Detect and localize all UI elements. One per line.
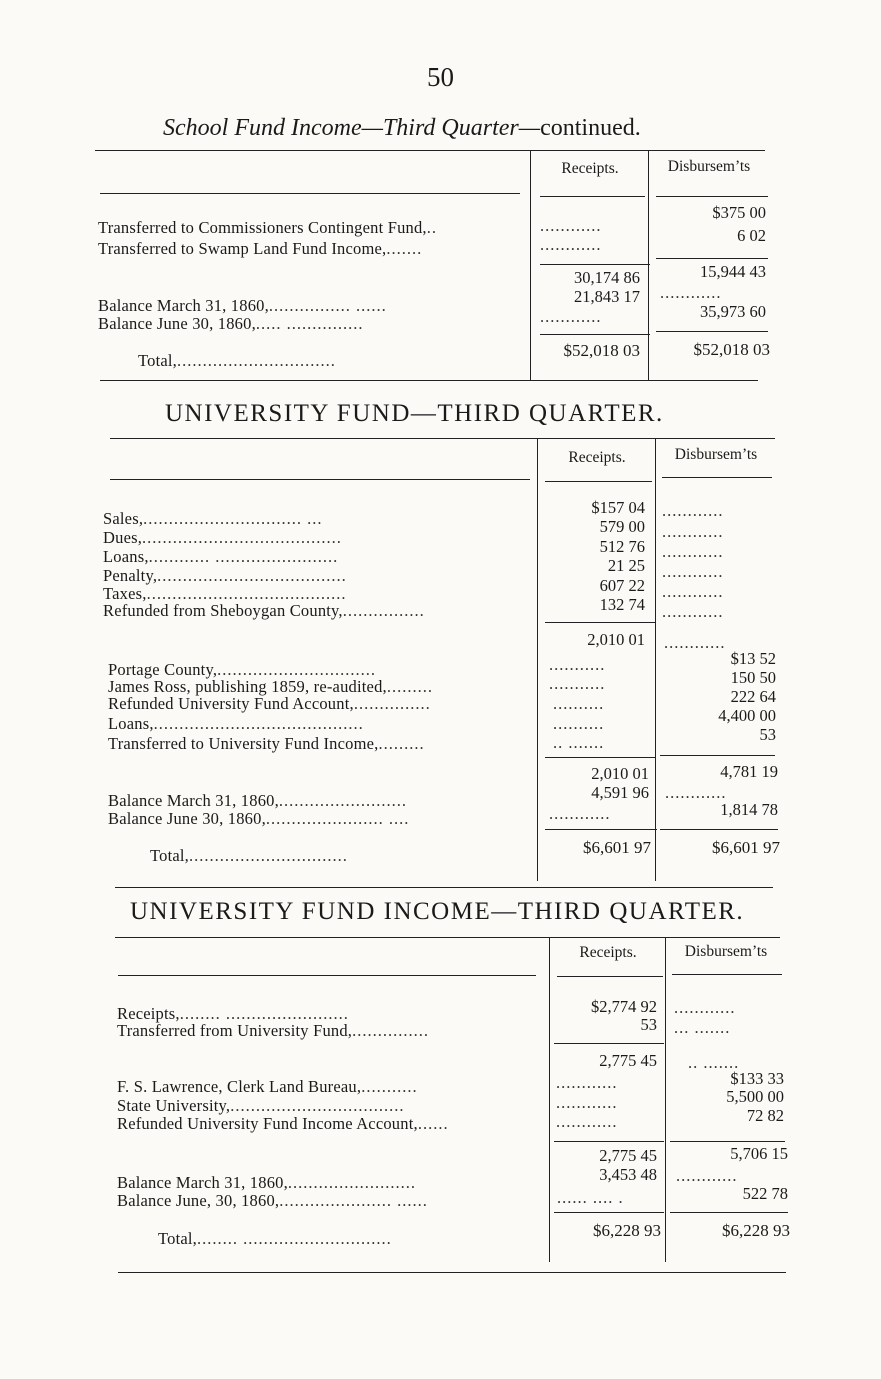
section3-disb-row: F. S. Lawrence, Clerk Land Bureau,........... xyxy=(117,1077,418,1096)
section3-subtotal2-disb: 5,706 15 xyxy=(730,1144,788,1163)
section2-subtotal-rule xyxy=(545,622,655,623)
section2-top-rule xyxy=(110,438,775,439)
section2-subtotal-rule xyxy=(545,757,655,758)
section1-balance-march: Balance March 31, 1860,................ ...... xyxy=(98,296,387,315)
section3-col-divider-2 xyxy=(665,937,666,1262)
section3-receipts-header-rule xyxy=(557,976,663,977)
section2-receipts-header-rule xyxy=(545,481,652,482)
section3-disb-row: State University,.................................. xyxy=(117,1096,405,1115)
section2-income-receipts: 21 25 xyxy=(607,556,645,575)
section1-balance-june-disb: 35,973 60 xyxy=(700,302,766,321)
section1-row-disb: $375 00 xyxy=(712,203,766,222)
section2-disb-row: James Ross, publishing 1859, re-audited,......... xyxy=(108,677,433,696)
dot-leader: ........... xyxy=(549,655,606,674)
dot-leader: ............ xyxy=(660,283,722,302)
section1-balance-march-receipts: 21,843 17 xyxy=(574,287,640,306)
section2-total-receipts: $6,601 97 xyxy=(583,838,651,857)
section3-balance-march: Balance March 31, 1860,......................... xyxy=(117,1173,417,1192)
section3-col-divider-1 xyxy=(549,937,550,1262)
section1-title-italic: School Fund Income—Third Quarter— xyxy=(163,115,541,141)
section1-total-disb: $52,018 03 xyxy=(693,340,770,359)
section2-income-row: Penalty,..................................... xyxy=(103,566,347,585)
section1-subtotal-receipts: 30,174 86 xyxy=(574,268,640,287)
section2-bottom-rule xyxy=(115,887,773,888)
section1-row-label: Transferred to Swamp Land Fund Income,....... xyxy=(98,239,423,258)
section2-disb-amount: 150 50 xyxy=(730,668,776,687)
dot-leader: ............ xyxy=(662,562,724,581)
section3-disb-row: Refunded University Fund Income Account,...... xyxy=(117,1114,449,1133)
section2-col-disbursements: Disbursem’ts xyxy=(674,446,758,463)
dot-leader: .. ....... xyxy=(553,733,605,752)
dot-leader: ............ xyxy=(540,216,602,235)
section1-col-disbursements: Disbursem’ts xyxy=(667,158,751,175)
section3-disb-header-rule xyxy=(672,974,782,975)
dot-leader: ............ xyxy=(540,235,602,254)
section1-header-rule xyxy=(100,193,520,194)
section2-disb-amount: 222 64 xyxy=(730,687,776,706)
section1-row-label: Transferred to Commissioners Contingent Fund,.. xyxy=(98,218,438,237)
section2-income-receipts: $157 04 xyxy=(591,498,645,517)
section2-total-disb: $6,601 97 xyxy=(712,838,780,857)
section3-total-rule xyxy=(554,1212,664,1213)
section2-subtotal2-receipts: 2,010 01 xyxy=(591,764,649,783)
section2-total-rule xyxy=(545,829,657,830)
section2-income-receipts: 132 74 xyxy=(599,595,645,614)
section3-col-disbursements: Disbursem’ts xyxy=(684,943,768,960)
section2-balance-march-receipts: 4,591 96 xyxy=(591,783,649,802)
section2-total-label: Total,............................... xyxy=(150,846,348,865)
section3-subtotal-rule xyxy=(554,1043,664,1044)
section2-disb-row: Loans,......................................... xyxy=(108,714,364,733)
dot-leader: .......... xyxy=(553,694,605,713)
dot-leader: ............ xyxy=(540,307,602,326)
section2-balance-june-disb: 1,814 78 xyxy=(720,800,778,819)
section2-income-receipts: 579 00 xyxy=(599,517,645,536)
section2-income-row: Taxes,....................................... xyxy=(103,584,347,603)
section1-total-rule xyxy=(540,334,650,335)
dot-leader: ............ xyxy=(662,522,724,541)
section3-balance-june: Balance June, 30, 1860,...................... ...... xyxy=(117,1191,428,1210)
section1-title-plain: continued. xyxy=(540,115,641,141)
section3-balance-june-disb: 522 78 xyxy=(742,1184,788,1203)
dot-leader: ............ xyxy=(664,633,726,652)
section2-disb-amount: $13 52 xyxy=(730,649,776,668)
dot-leader: ............ xyxy=(556,1073,618,1092)
section1-top-rule xyxy=(95,150,765,151)
section2-title: UNIVERSITY FUND—THIRD QUARTER. xyxy=(165,400,664,427)
section3-disb-amount: 5,500 00 xyxy=(726,1087,784,1106)
section3-subtotal-rule xyxy=(670,1141,785,1142)
section2-income-row: Dues,....................................... xyxy=(103,528,342,547)
section1-subtotal-rule xyxy=(656,258,768,259)
dot-leader: ............ xyxy=(556,1112,618,1131)
dot-leader: ... ....... xyxy=(674,1018,731,1037)
section3-row-label: Receipts,........ ........................ xyxy=(117,1004,349,1023)
section3-row-label: Transferred from University Fund,............... xyxy=(117,1021,430,1040)
section3-subtotal2-receipts: 2,775 45 xyxy=(599,1146,657,1165)
section2-subtotal1-receipts: 2,010 01 xyxy=(587,630,645,649)
dot-leader: ............ xyxy=(674,998,736,1017)
section2-income-row: Refunded from Sheboygan County,................ xyxy=(103,601,425,620)
section1-total-label: Total,............................... xyxy=(138,351,336,370)
section3-title: UNIVERSITY FUND INCOME—THIRD QUARTER. xyxy=(130,898,745,925)
section3-total-rule xyxy=(670,1212,788,1213)
section3-disb-amount: $133 33 xyxy=(730,1069,784,1088)
section1-total-rule xyxy=(656,331,768,332)
section2-disb-row: Refunded University Fund Account,............... xyxy=(108,694,431,713)
section3-disb-amount: 72 82 xyxy=(746,1106,784,1125)
section1-col-divider-1 xyxy=(530,150,531,380)
section3-total-label: Total,........ ............................. xyxy=(158,1229,392,1248)
section3-header-rule xyxy=(118,975,536,976)
section3-row-receipts: 53 xyxy=(640,1015,657,1034)
section2-subtotal2-disb: 4,781 19 xyxy=(720,762,778,781)
section2-col-divider-2 xyxy=(655,438,656,881)
dot-leader: ............ xyxy=(662,582,724,601)
section1-receipts-header-rule xyxy=(540,196,645,197)
section3-balance-march-receipts: 3,453 48 xyxy=(599,1165,657,1184)
dot-leader: .. ....... xyxy=(688,1053,740,1072)
section2-disb-row: Portage County,............................... xyxy=(108,660,377,679)
dot-leader: .......... xyxy=(553,714,605,733)
section3-bottom-rule xyxy=(118,1272,786,1273)
section2-balance-march: Balance March 31, 1860,......................... xyxy=(108,791,408,810)
section1-disb-header-rule xyxy=(656,196,768,197)
section2-income-receipts: 512 76 xyxy=(599,537,645,556)
section2-income-row: Loans,............ ........................ xyxy=(103,547,339,566)
dot-leader: ............ xyxy=(662,602,724,621)
section2-disb-amount: 53 xyxy=(759,725,776,744)
section2-disb-amount: 4,400 00 xyxy=(718,706,776,725)
section2-disb-header-rule xyxy=(662,477,772,478)
section3-col-receipts: Receipts. xyxy=(579,944,637,961)
dot-leader: ............ xyxy=(676,1166,738,1185)
page-number: 50 xyxy=(427,62,454,92)
dot-leader: ............ xyxy=(662,501,724,520)
section2-col-divider-1 xyxy=(537,438,538,881)
section3-subtotal1-receipts: 2,775 45 xyxy=(599,1051,657,1070)
dot-leader: ............ xyxy=(549,804,611,823)
dot-leader: ........... xyxy=(549,674,606,693)
section2-income-receipts: 607 22 xyxy=(599,576,645,595)
section2-income-row: Sales,............................... ... xyxy=(103,509,323,528)
section3-total-receipts: $6,228 93 xyxy=(593,1221,661,1240)
section2-total-rule xyxy=(660,829,778,830)
section3-row-receipts: $2,774 92 xyxy=(591,997,657,1016)
dot-leader: ...... .... . xyxy=(557,1188,624,1207)
section1-total-receipts: $52,018 03 xyxy=(563,341,640,360)
section2-col-receipts: Receipts. xyxy=(568,449,626,466)
section2-balance-june: Balance June 30, 1860,....................... .... xyxy=(108,809,410,828)
section3-total-disb: $6,228 93 xyxy=(722,1221,790,1240)
section1-balance-june: Balance June 30, 1860,..... ............... xyxy=(98,314,364,333)
section1-title xyxy=(163,115,641,142)
section1-row-disb: 6 02 xyxy=(737,226,766,245)
dot-leader: ............ xyxy=(665,783,727,802)
section2-disb-row: Transferred to University Fund Income,......... xyxy=(108,734,425,753)
section1-col-divider-2 xyxy=(648,150,649,380)
section3-top-rule xyxy=(115,937,780,938)
section1-subtotal-disb: 15,944 43 xyxy=(700,262,766,281)
section1-bottom-rule xyxy=(100,380,758,381)
section2-subtotal-rule xyxy=(660,755,775,756)
section1-subtotal-rule xyxy=(540,264,650,265)
dot-leader: ............ xyxy=(556,1093,618,1112)
section2-header-rule xyxy=(110,479,530,480)
section3-subtotal-rule xyxy=(554,1141,664,1142)
section1-col-receipts: Receipts. xyxy=(561,160,619,177)
dot-leader: ............ xyxy=(662,542,724,561)
